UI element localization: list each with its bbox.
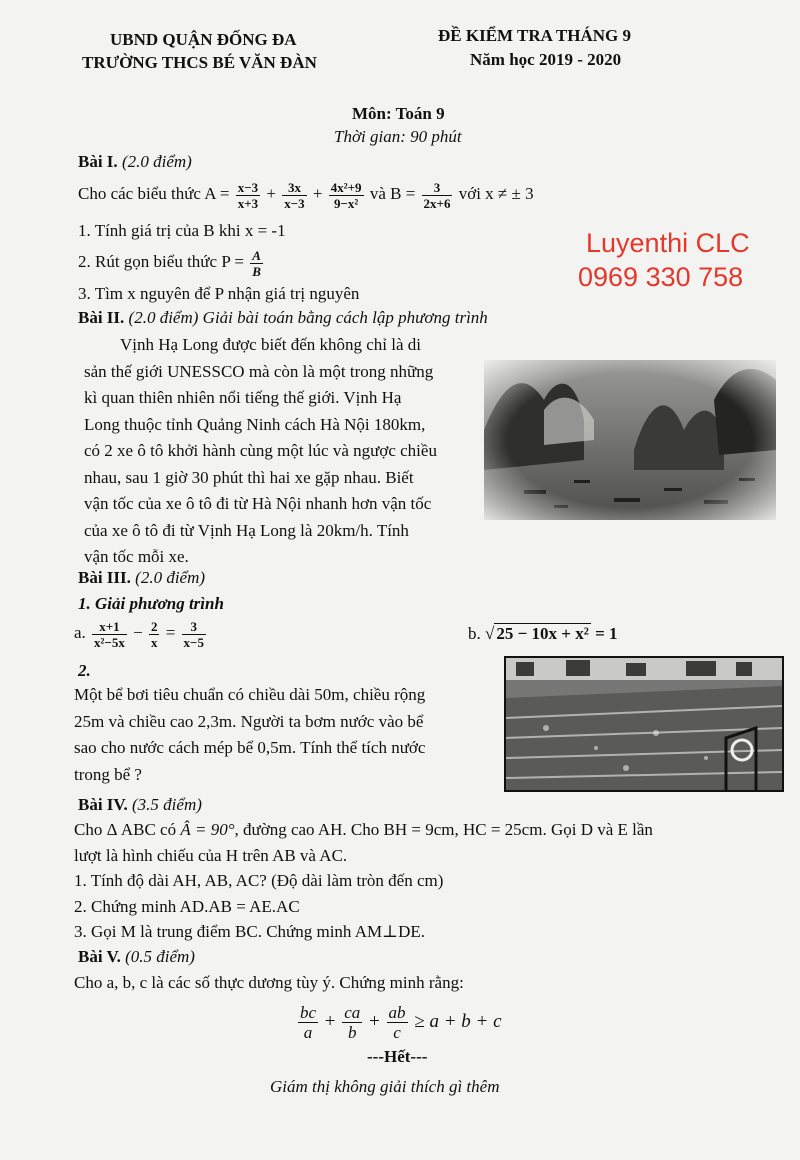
bai1-expressions: Cho các biểu thức A = $\frac{x-3}{x+3}$ + $\frac{3x}{x-3}$ + $\frac{\text{4x²+9}}{\text{9−x²}}$ và B = $\frac{3}{2x+6}$ với x ≠ ± 3	[78, 179, 534, 211]
end-mark: ---Hết---	[367, 1047, 428, 1066]
footer-note: Giám thị không giải thích gì thêm	[270, 1077, 500, 1096]
fraction: $\frac{2}{x}$	[150, 618, 158, 650]
bai3-heading: Bài III. (2.0 điểm)	[78, 568, 206, 587]
bai2-heading: Bài II. (2.0 điểm) Giải bài toán bằng cách lập phương trình	[78, 308, 488, 327]
fraction: $\frac{x+1}{\text{x²−5x}}$	[94, 618, 125, 650]
fraction: $\frac{\text{4x²+9}}{\text{9−x²}}$	[330, 179, 362, 211]
bai2-text: Vịnh Hạ Long được biết đến không chỉ là di sản thế giới UNESSCO mà còn là một trong những kì quan thiên nhiên nổi tiếng thế giới. Vịnh Hạ Long thuộc tỉnh Quảng Ninh cách Hà Nội 180km, có 2 xe ô tô khởi hành cùng một lúc và ngược chiều nhau, sau 1 giờ 30 phút thì hai xe gặp nhau. Biết vận tốc của xe ô tô đi từ Hà Nội nhanh hơn vận tốc của xe ô tô đi từ Vịnh Hạ Long là 20km/h. Tính vận tốc mỗi xe.	[84, 335, 437, 566]
fraction: $\frac{x-3}{x+3}$	[237, 179, 259, 211]
fraction: $\frac{3}{x-5}$	[183, 618, 204, 650]
swimming-pool-photo	[504, 656, 784, 792]
subject: Môn: Toán 9	[352, 104, 445, 123]
bai1-q3: 3. Tìm x nguyên để P nhận giá trị nguyên	[78, 284, 360, 303]
bai3-pool-text: Một bể bơi tiêu chuẩn có chiều dài 50m, chiều rộng 25m và chiều cao 2,3m. Người ta bơm nước vào bể sao cho nước cách mép bể 0,5m. Tính thể tích nước trong bể ?	[74, 685, 426, 784]
bai1-q1: 1. Tính giá trị của B khi x = -1	[78, 221, 286, 240]
bai3-equation-a: a. $\frac{x+1}{\text{x²−5x}}$ − $\frac{2}{x}$ = $\frac{3}{x-5}$	[74, 618, 204, 650]
fraction: $\frac{3x}{x-3}$	[284, 179, 305, 211]
watermark-phone: 0969 330 758	[578, 262, 744, 292]
bai1-heading: Bài I. (2.0 điểm)	[78, 152, 192, 171]
fraction: $\frac{bc}{a}$	[300, 1003, 317, 1043]
bai4-q2: 2. Chứng minh AD.AB = AE.AC	[74, 897, 300, 916]
bai4-q1: 1. Tính độ dài AH, AB, AC? (Độ dài làm tròn đến cm)	[74, 871, 444, 890]
district-name: UBND QUẬN ĐỐNG ĐA	[110, 30, 297, 49]
ha-long-bay-photo	[484, 360, 776, 520]
bai5-inequality: $\frac{bc}{a}$ + $\frac{ca}{b}$ + $\frac{ab}{c}$ ≥ a + b + c	[300, 1003, 502, 1043]
bai4-q3: 3. Gọi M là trung điểm BC. Chứng minh AM⊥DE.	[74, 922, 426, 941]
bai5-heading: Bài V. (0.5 điểm)	[78, 947, 195, 966]
bai3-part1: 1. Giải phương trình	[78, 594, 224, 613]
school-year: Năm học 2019 - 2020	[470, 50, 622, 69]
bai4-line2: lượt là hình chiếu của H trên AB và AC.	[74, 846, 348, 865]
bai3-equation-b: b. √ 25 − 10x + x² = 1	[468, 624, 618, 643]
fraction: $\frac{ca}{b}$	[344, 1003, 361, 1043]
duration: Thời gian: 90 phút	[334, 127, 462, 146]
bai4-heading: Bài IV. (3.5 điểm)	[78, 795, 202, 814]
bai3-part2: 2.	[78, 661, 91, 680]
bai5-intro: Cho a, b, c là các số thực dương tùy ý. Chứng minh rằng:	[74, 973, 464, 992]
watermark-name: Luyenthi CLC	[586, 228, 750, 258]
bai1-q2: 2. Rút gọn biểu thức P = $\frac{A}{B}$	[78, 247, 261, 279]
bai4-line1: Cho Δ ABC có Â = 90°, đường cao AH. Cho BH = 9cm, HC = 25cm. Gọi D và E lần	[74, 820, 653, 839]
fraction: $\frac{3}{2x+6}$	[423, 179, 451, 211]
exam-title: ĐỀ KIỂM TRA THÁNG 9	[438, 26, 632, 45]
fraction: $\frac{A}{B}$	[252, 247, 261, 279]
school-name: TRƯỜNG THCS BÉ VĂN ĐÀN	[82, 53, 317, 72]
fraction: $\frac{ab}{c}$	[388, 1003, 406, 1043]
